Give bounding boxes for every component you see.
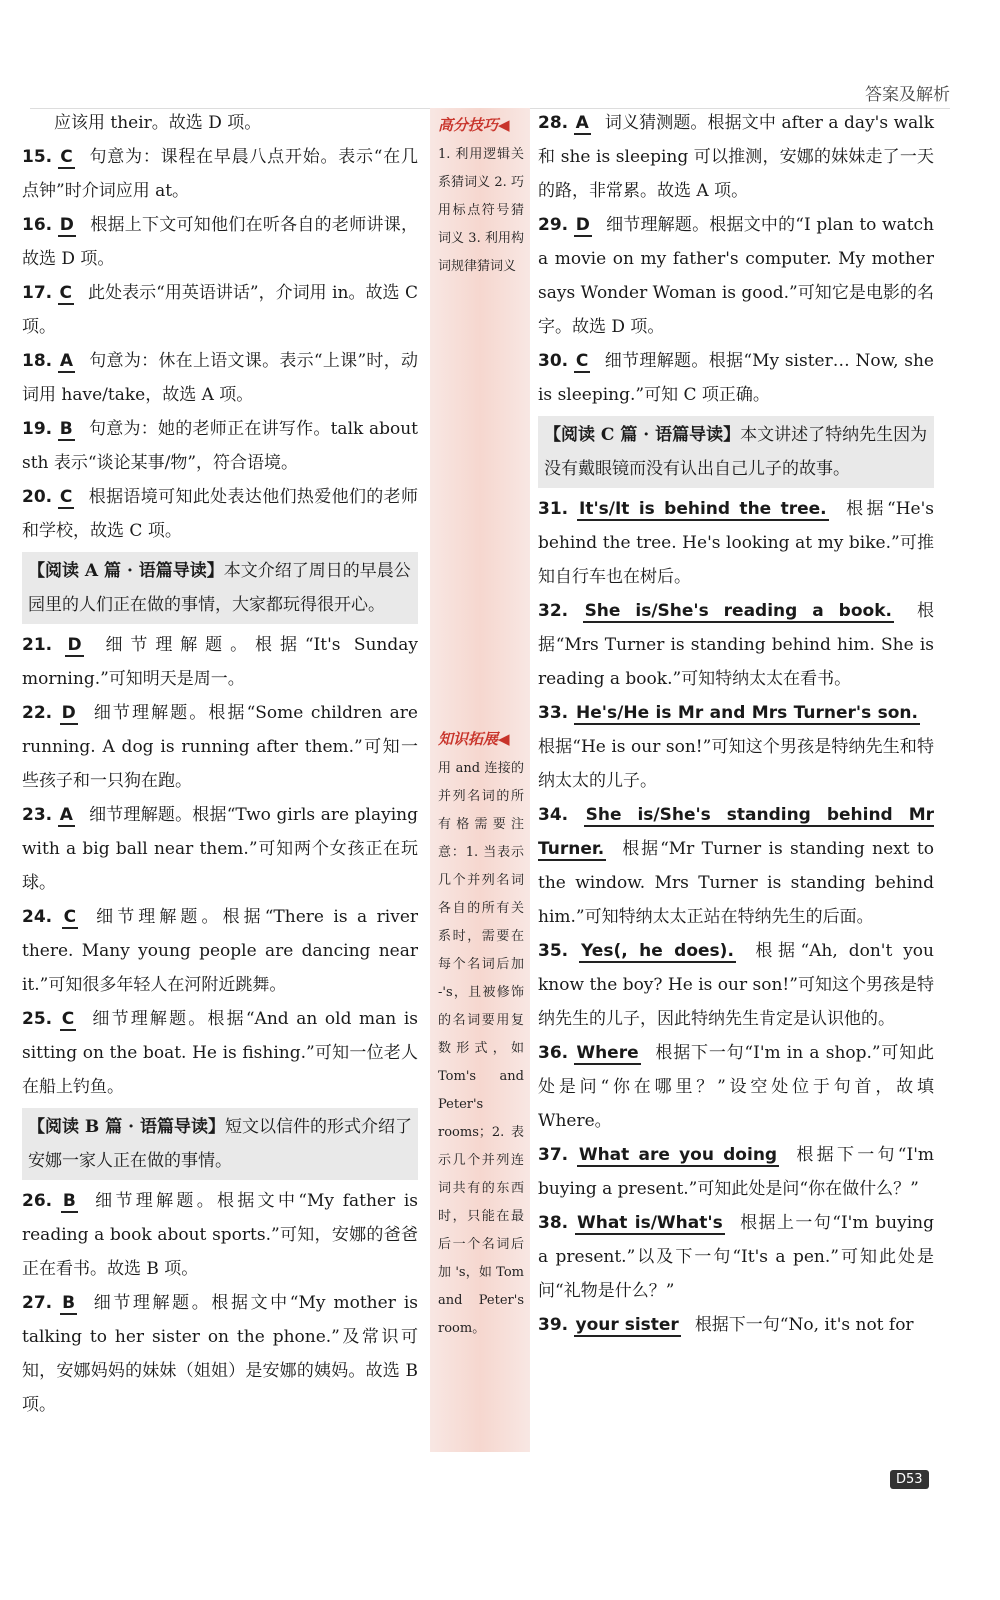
guide-text: 本文介绍了周日的早晨公园里的人们正在做的事情，大家都玩得很开心。 [28,561,411,615]
answer-item [22,1184,418,1286]
answer-value: What are you doing [578,1145,778,1165]
explanation-text: 细节理解题。根据“My sister… Now, she is sleeping.”可知 C 项正确。 [538,351,934,405]
explanation-text: 根据下一句“No, it's not for [694,1315,914,1335]
question-number: 16. [22,215,53,235]
answer-value: She is/She's reading a book. [584,601,892,621]
knowledge-title: 知识拓展◀ [438,730,510,748]
guide-tag: 【阅读 A 篇 · 语篇导读】 [28,561,224,581]
answer-value: Where [576,1043,639,1063]
question-number: 17. [22,283,53,303]
question-number: 20. [22,487,53,507]
answer-item [22,412,418,480]
reading-guide-c [538,416,934,488]
answer-item [22,276,418,344]
knowledge-block [430,728,530,1343]
tips-sidebar [430,108,530,1452]
question-number: 37. [538,1145,569,1165]
answer-value: D [575,215,590,235]
answer-item [538,208,934,344]
right-column [538,106,934,1342]
question-number: 28. [538,113,569,133]
explanation-text: 根据“He is our son!”可知这个男孩是特纳先生和特纳太太的儿子。 [538,737,934,791]
answer-value: D [61,703,76,723]
explanation-text: 根据上一句“I'm buying a present.”以及下一句“It's a pen.”可知此处是问“礼物是什么？” [538,1213,934,1301]
answer-value: C [63,907,77,927]
explanation-text: 根据下一句“I'm buying a present.”可知此处是问“你在做什么？” [538,1145,935,1199]
answer-item [538,594,934,696]
explanation-text: 句意为：休在上语文课。表示“上课”时，动词用 have/take，故选 A 项。 [22,351,418,405]
question-number: 32. [538,601,569,621]
answer-item [22,628,418,696]
answer-item [22,798,418,900]
answer-item [538,798,934,934]
answer-value: She is/She's standing behind Mr Turner. [538,805,934,859]
explanation-text: 细节理解题。根据文中“My father is reading a book about sports.”可知，安娜的爸爸正在看书。故选 B 项。 [22,1191,418,1279]
question-number: 18. [22,351,53,371]
answer-value: C [59,283,73,303]
answer-value: C [575,351,589,371]
explanation-text: 根据上下文可知他们在听各自的老师讲课，故选 D 项。 [22,215,418,269]
tips-title: 高分技巧◀ [438,116,510,134]
answer-item [22,140,418,208]
explanation-text: 根据下一句“I'm in a shop.”可知此处是问“你在哪里？”设空处位于句首，故填 Where。 [538,1043,934,1131]
answer-item [22,1286,418,1422]
guide-tag: 【阅读 C 篇 · 语篇导读】 [544,425,741,445]
explanation-text: 根据“Mrs Turner is standing behind him. She is reading a book.”可知特纳太太在看书。 [538,601,935,689]
answer-value: D [59,215,74,235]
question-number: 25. [22,1009,53,1029]
question-number: 30. [538,351,569,371]
answer-value: Yes(, he does). [581,941,734,961]
question-number: 23. [22,805,53,825]
answer-value: B [62,1191,76,1211]
answer-value: C [59,487,73,507]
answer-item [538,934,934,1036]
tips-block [430,114,530,281]
explanation-text: 词义猜测题。根据文中 after a day's walk 和 she is sleeping 可以推测，安娜的妹妹走了一天的路，非常累。故选 A 项。 [538,113,935,201]
answer-item [22,696,418,798]
answer-item [538,1138,934,1206]
answer-item [22,208,418,276]
answer-value: D [67,635,82,655]
question-number: 31. [538,499,569,519]
answer-item [538,1308,934,1342]
question-number: 38. [538,1213,569,1233]
guide-tag: 【阅读 B 篇 · 语篇导读】 [28,1117,225,1137]
explanation-text: 细节理解题。根据“It's Sunday morning.”可知明天是周一。 [22,635,418,689]
question-number: 29. [538,215,569,235]
answer-value: your sister [575,1315,679,1335]
explanation-text: 根据“He's behind the tree. He's looking at my bike.”可推知自行车也在树后。 [538,499,934,587]
answer-value: It's/It is behind the tree. [579,499,827,519]
explanation-text: 句意为：她的老师正在讲写作。talk about sth 表示“谈论某事/物”，符合语境。 [22,419,418,473]
explanation-text: 根据“Mr Turner is standing next to the window. Mrs Turner is standing behind him.”可知特纳太太正站在特纳先生的后面。 [538,839,934,927]
explanation-text: 细节理解题。根据“Two girls are playing with a big ball near them.”可知两个女孩正在玩球。 [22,805,418,893]
question-number: 24. [22,907,53,927]
answer-item: 应该用 their。故选 D 项。 [54,113,262,133]
explanation-text: 根据“Ah, don't you know the boy? He is our son!”可知这个男孩是特纳先生的儿子，因此特纳先生肯定是认识他的。 [538,941,934,1029]
question-number: 26. [22,1191,53,1211]
answer-value: C [60,147,73,167]
answer-value: A [59,351,73,371]
question-number: 19. [22,419,53,439]
answer-item [538,1036,934,1138]
answer-value: A [59,805,73,825]
answer-item [538,492,934,594]
question-number: 39. [538,1315,569,1335]
answer-item [22,344,418,412]
question-number: 34. [538,805,569,825]
page-header-title: 答案及解析 [865,85,950,105]
guide-text: 短文以信件的形式介绍了安娜一家人正在做的事情。 [28,1117,412,1171]
explanation-text: 句意为：课程在早晨八点开始。表示“在几点钟”时介词应用 at。 [22,147,418,201]
answer-value: What is/What's [576,1213,723,1233]
explanation-text: 细节理解题。根据文中“My mother is talking to her sister on the phone.”及常识可知，安娜妈妈的妹妹（姐姐）是安娜的姨妈。故选 B 项。 [22,1293,418,1415]
question-number: 15. [22,147,53,167]
answer-item [538,696,934,798]
reading-guide-b [22,1108,418,1180]
explanation-text: 细节理解题。根据“There is a river there. Many young people are dancing near it.”可知很多年轻人在河附近跳舞。 [22,907,419,995]
answer-item [22,1002,418,1104]
knowledge-text: 用 and 连接的并列名词的所有格需要注意：1. 当表示几个并列名词各自的所有关系时，需要在每个名词后加 -'s，且被修饰的名词要用复数形式，如 Tom's and Peter's rooms；2. 表示几个并列连词共有的东西时，只能在最后一个名词后加 's，如 Tom and Peter's room。 [438,761,524,1336]
answer-item [538,344,934,412]
page-number-badge: D53 [890,1470,929,1489]
question-number: 21. [22,635,53,655]
guide-text: 本文讲述了特纳先生因为没有戴眼镜而没有认出自己儿子的故事。 [544,425,928,479]
answer-value: He's/He is Mr and Mrs Turner's son. [576,703,918,723]
explanation-text: 细节理解题。根据文中的“I plan to watch a movie on my father's computer. My mother says Wonder Woman is good.”可知它是电影的名字。故选 D 项。 [538,215,934,337]
reading-guide-a [22,552,418,624]
explanation-text: 根据语境可知此处表达他们热爱他们的老师和学校，故选 C 项。 [22,487,419,541]
question-number: 36. [538,1043,569,1063]
question-number: 22. [22,703,53,723]
answer-value: B [62,1293,76,1313]
answer-item [538,1206,934,1308]
question-number: 33. [538,703,569,723]
question-number: 27. [22,1293,53,1313]
answer-value: C [61,1009,75,1029]
answer-item [22,480,418,548]
tips-text: 1. 利用逻辑关系猜词义 2. 巧用标点符号猜词义 3. 利用构词规律猜词义 [438,147,524,274]
answer-value: A [575,113,589,133]
left-column [22,106,418,1422]
explanation-text: 此处表示“用英语讲话”，介词用 in。故选 C 项。 [22,283,418,337]
explanation-text: 细节理解题。根据“Some children are running. A dog is running after them.”可知一些孩子和一只狗在跑。 [22,703,418,791]
answer-item [538,106,934,208]
explanation-text: 细节理解题。根据“And an old man is sitting on the boat. He is fishing.”可知一位老人在船上钓鱼。 [22,1009,418,1097]
answer-item [22,900,418,1002]
question-number: 35. [538,941,569,961]
answer-value: B [59,419,73,439]
